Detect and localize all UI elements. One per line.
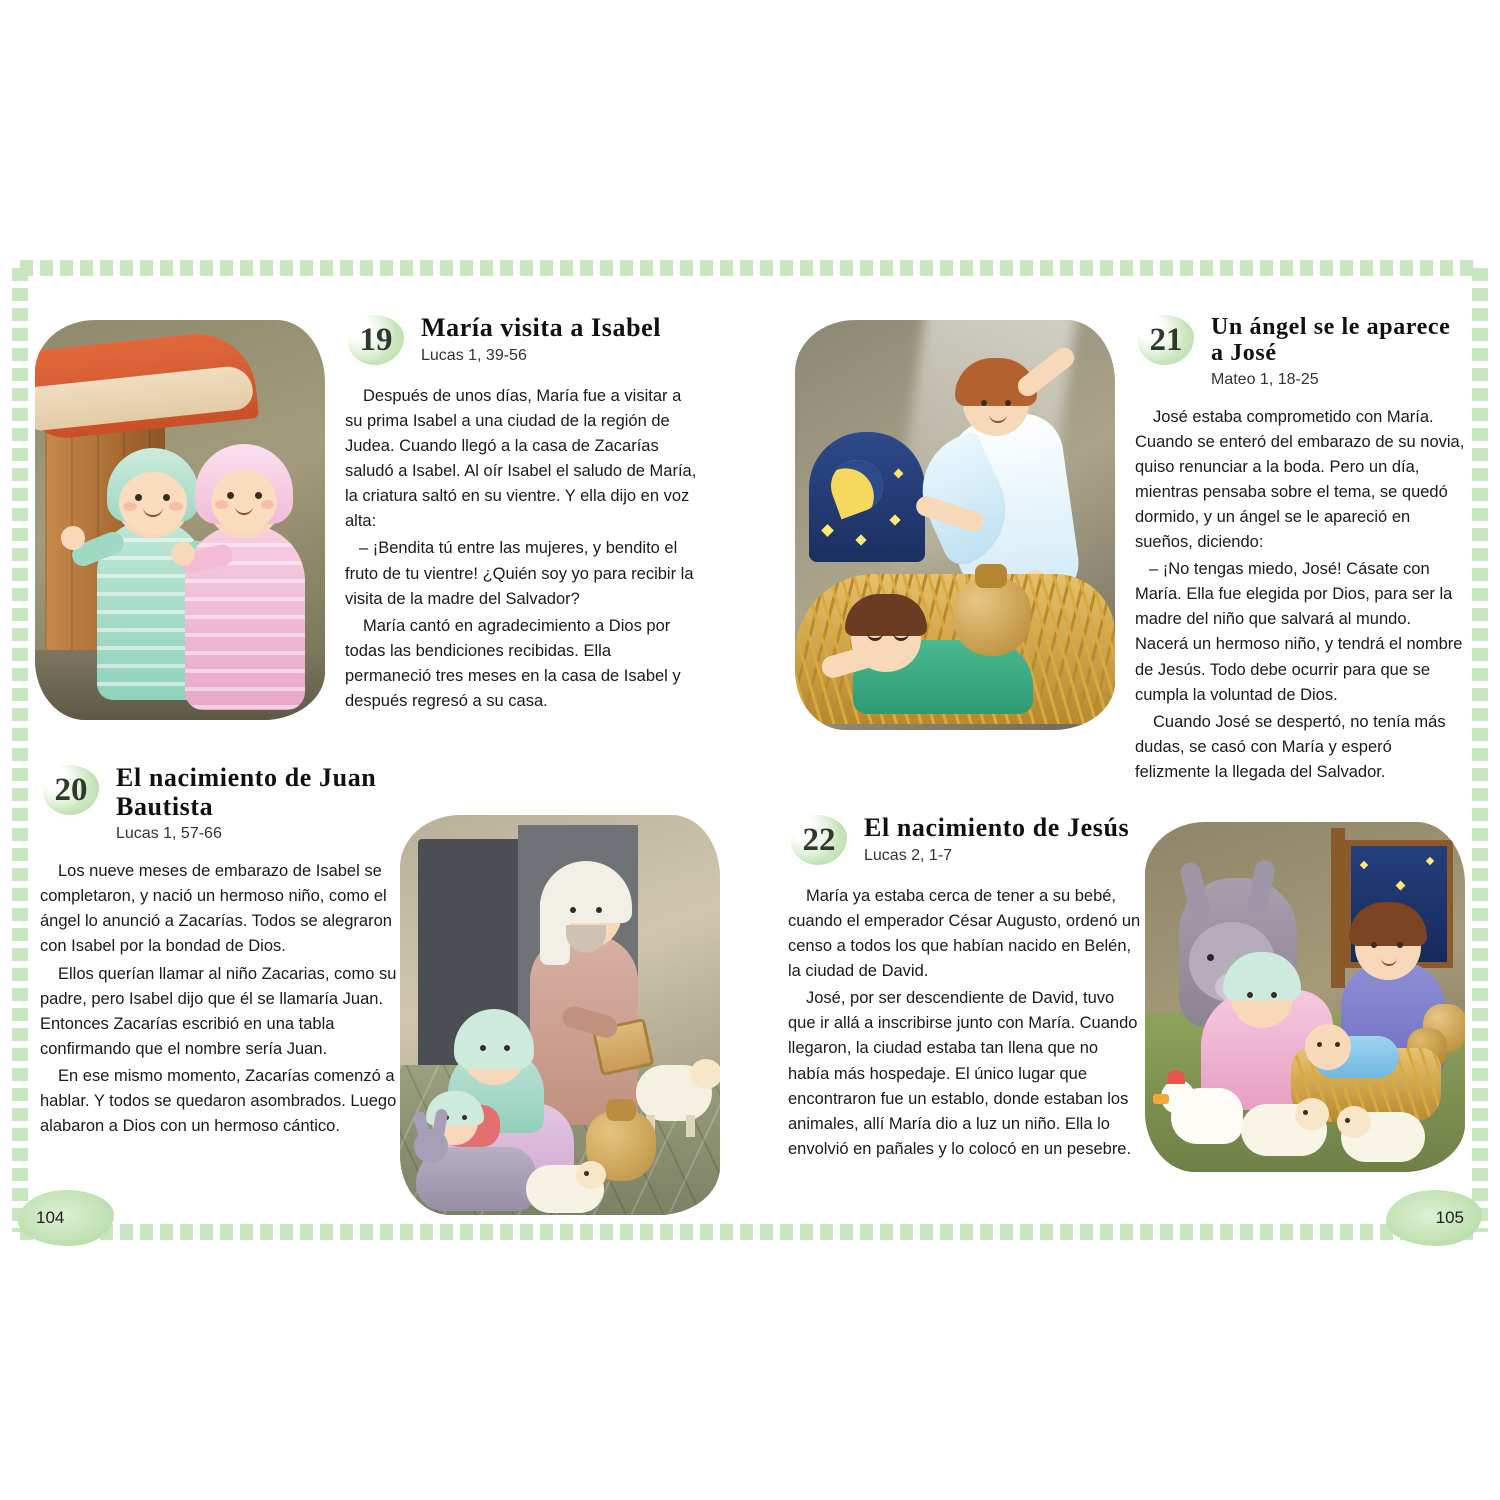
story-22-reference: Lucas 2, 1-7	[864, 846, 953, 864]
story-19-header	[345, 312, 700, 368]
book-spread	[0, 250, 1500, 1250]
story-21-title: Un ángel se le aparece a José	[1211, 314, 1451, 367]
story-20-header	[40, 762, 410, 843]
story-20-paragraph-3: En ese mismo momento, Zacarías comenzó a hablar. Y todos se quedaron asombrados. Luego alabaron a Dios con un hermoso cántico.	[40, 1066, 397, 1135]
story-22-header	[788, 812, 1143, 868]
story-19-paragraph-1: Después de unos días, María fue a visitar a su prima Isabel a una ciudad de la región de Judea. Cuando llegó a la casa de Zacarías saludó a Isabel. Al oír Isabel el saludo de María, la criatura saltó en su vientre. Y ella dijo en voz alta:	[345, 387, 697, 531]
page-104	[0, 250, 750, 1250]
story-19-paragraph-3: María cantó en agradecimiento a Dios por todas las bendiciones recibidas. Ella permaneció tres meses en la casa de Isabel y después regresó a su casa.	[345, 616, 681, 710]
story-20-title: El nacimiento de Juan Bautista	[116, 763, 377, 821]
story-20-reference: Lucas 1, 57-66	[116, 825, 222, 843]
story-22-body	[788, 884, 1143, 1162]
story-22-paragraph-2: José, por ser descendiente de David, tuvo que ir allá a inscribirse junto con María. Cuando llegaron, la ciudad estaba tan llena que no había más hospedaje. El único lugar que encontraron fue un establo, donde estaban los animales, allí María dio a luz un niño. Ella lo envolvió en pañales y lo colocó en un pesebre.	[788, 989, 1138, 1158]
story-21-reference: Mateo 1, 18-25	[1211, 370, 1319, 388]
story-20-body	[40, 859, 410, 1139]
maria-visita-isabel-illustration	[35, 320, 325, 720]
folio-decoration-left	[18, 1190, 114, 1246]
page-number-left: 104	[36, 1208, 65, 1227]
story-19-number: 19	[345, 312, 407, 368]
angel-aparece-jose-illustration	[795, 320, 1115, 730]
story-19-title: María visita a Isabel	[421, 313, 662, 342]
story-21-paragraph-3: Cuando José se despertó, no tenía más dudas, se casó con María y esperó felizmente la llegada del Salvador.	[1135, 712, 1446, 781]
story-21-number: 21	[1135, 312, 1197, 368]
story-21	[1135, 312, 1465, 787]
nacimiento-jesus-illustration	[1145, 822, 1465, 1172]
story-22	[788, 812, 1143, 1164]
folio-decoration-right	[1386, 1190, 1482, 1246]
story-19	[345, 312, 700, 716]
story-21-body	[1135, 405, 1465, 785]
page-number-right: 105	[1435, 1208, 1464, 1227]
page-105	[750, 250, 1500, 1250]
story-20-number: 20	[40, 762, 102, 818]
story-20-paragraph-2: Ellos querían llamar al niño Zacarias, como su padre, pero Isabel dijo que él se llamaría Juan. Entonces Zacarías escribió en una tabla confirmando que el nombre sería Juan.	[40, 964, 397, 1058]
nacimiento-juan-bautista-illustration	[400, 815, 720, 1215]
story-21-paragraph-2: – ¡No tengas miedo, José! Cásate con María. Ella fue elegida por Dios, para ser la madre del niño que salvará al mundo. Nacerá un hermoso niño, y tendrá el nombre de Jesús. Todo debe ocurrir para que se cumpla la voluntad de Dios.	[1135, 560, 1463, 704]
story-19-reference: Lucas 1, 39-56	[421, 346, 527, 364]
story-20-paragraph-1: Los nueve meses de embarazo de Isabel se completaron, y nació un hermoso niño, como el ángel lo anunció a Zacarías. Todos se alegraron con Isabel por la bondad de Dios.	[40, 862, 392, 956]
story-22-paragraph-1: María ya estaba cerca de tener a su bebé, cuando el emperador César Augusto, ordenó un censo a todos los que habían nacido en Belén, la ciudad de David.	[788, 887, 1141, 981]
story-19-paragraph-2: – ¡Bendita tú entre las mujeres, y bendito el fruto de tu vientre! ¿Quién soy yo para recibir la visita de la madre del Salvador?	[345, 539, 694, 608]
story-20	[40, 762, 410, 1141]
story-22-title: El nacimiento de Jesús	[864, 813, 1130, 842]
story-21-header	[1135, 312, 1465, 389]
story-19-body	[345, 384, 700, 714]
story-21-paragraph-1: José estaba comprometido con María. Cuando se enteró del embarazo de su novia, quiso renunciar a la boda. Pero un día, mientras pensaba sobre el tema, se quedó dormido, y un ángel se le apareció en sueños, diciendo:	[1135, 407, 1465, 552]
story-22-number: 22	[788, 812, 850, 868]
